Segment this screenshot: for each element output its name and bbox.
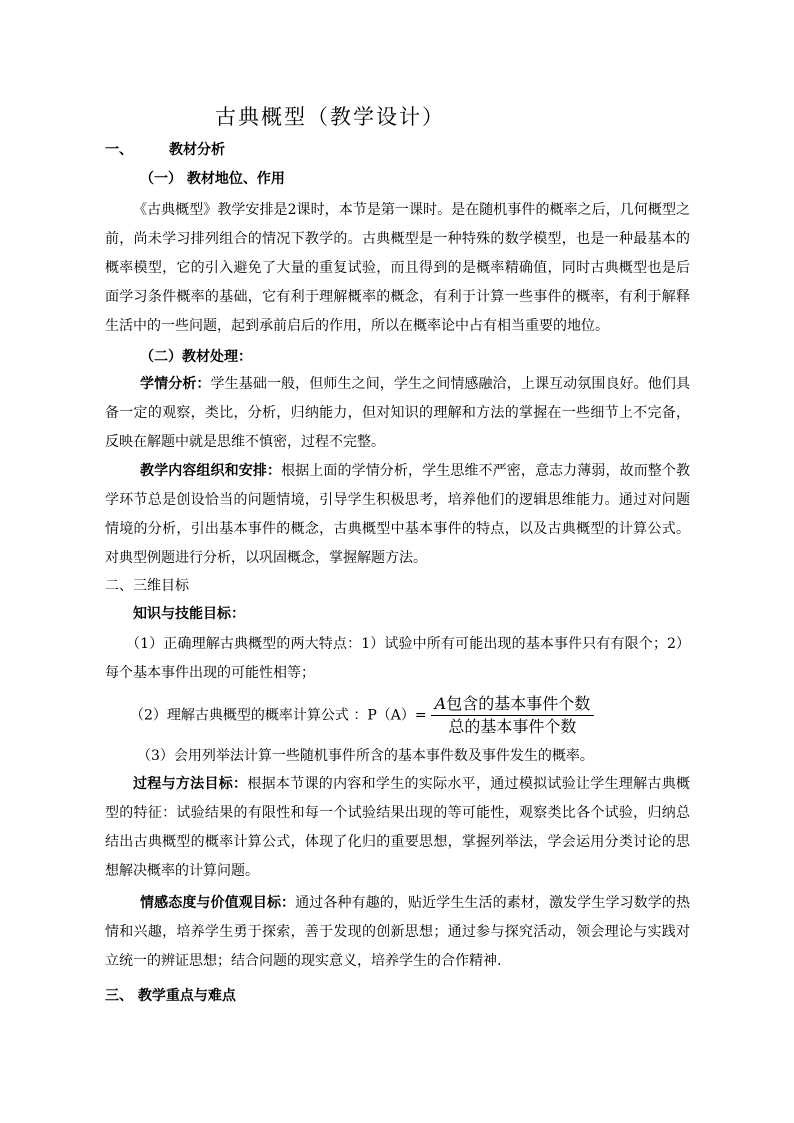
content-organization-text: 根据上面的学情分析，学生思维不严密，意志力薄弱，故而整个教学环节总是创设恰当的问题情境，引导学生积极思考，培养他们的逻辑思维能力。通过对问题情境的分析，引出基本事件的概念，古典概型中基本事件的特点，以及古典概型的计算公式。对典型例题进行分析，以巩固概念，掌握解题方法。: [105, 463, 691, 566]
emotion-values-text: 通过各种有趣的，贴近学生生活的素材，激发学生学习数学的热情和兴趣，培养学生勇于探索，善于发现的创新思想；通过参与探究活动，领会理论与实践对立统一的辨证思想；结合问题的现实意义，培养学生的合作精神.: [105, 895, 691, 969]
probability-formula: [431, 694, 595, 737]
section3-heading: [105, 986, 236, 1006]
knowledge-skills-heading: [133, 604, 245, 624]
learner-analysis-label: 学情分析：: [140, 376, 211, 392]
content-organization-paragraph: [105, 457, 690, 573]
subsection1-heading: [140, 169, 285, 189]
formula-numerator-text: 包含的基本事件个数: [446, 694, 591, 713]
page-title: 古典概型（教学设计）: [215, 105, 445, 129]
content-organization-label: 教学内容组织和安排：: [140, 463, 282, 479]
process-methods-label: 过程与方法目标：: [133, 776, 248, 792]
learner-analysis-paragraph: [105, 370, 690, 457]
section3-title: 三、 教学重点与难点: [105, 988, 236, 1004]
objective-item-3: （3）会用列举法计算一些随机事件所含的基本事件数及事件发生的概率。: [137, 748, 594, 764]
section1-number: 一、: [105, 142, 133, 158]
formula-prefix: （2）理解古典概型的概率计算公式 ：P（A）=: [130, 707, 427, 724]
emotion-values-paragraph: [105, 889, 690, 976]
section1-title: 教材分析: [169, 142, 225, 158]
formula-denominator: 总的基本事件个数: [448, 717, 577, 736]
learner-analysis-text: 学生基础一般，但师生之间，学生之间情感融洽，上课互动氛围良好。他们具备一定的观察，类比，分析，归纳能力，但对知识的理解和方法的掌握在一些细节上不完备，反映在解题中就是思维不慎密，过程不完整。: [105, 376, 691, 450]
formula-numerator: [431, 694, 595, 716]
process-methods-paragraph: [105, 770, 690, 886]
subsection2-heading: [140, 347, 252, 367]
section2-heading: 二、三维目标: [105, 578, 189, 594]
emotion-values-label: 情感态度与价值观目标：: [140, 895, 296, 911]
objective-item-1: （1）正确理解古典概型的两大特点：1）试验中所有可能出现的基本事件只有有限个；2）每个基本事件出现的可能性相等；: [105, 636, 690, 681]
knowledge-skills-label: 知识与技能目标：: [133, 606, 245, 622]
objective-item-2: [130, 694, 594, 737]
process-methods-text: 根据本节课的内容和学生的实际水平，通过模拟试验让学生理解古典概型的特征：试验结果的有限性和每一个试验结果出现的等可能性，观察类比各个试验，归纳总结出古典概型的概率计算公式，体现了化归的重要思想，掌握列举法，学会运用分类讨论的思想解决概率的计算问题。: [105, 776, 691, 879]
formula-event-variable: A: [434, 694, 447, 713]
subsection2-title: （二）教材处理：: [140, 349, 252, 365]
subsection1-title: （一） 教材地位、作用: [140, 171, 285, 187]
section1-heading: [105, 140, 225, 160]
subsection1-paragraph: 《古典概型》教学安排是2课时，本节是第一课时。是在随机事件的概率之后，几何概型之前，尚未学习排列组合的情况下教学的。古典概型是一种特殊的数学模型，也是一种最基本的概率模型，它的引入避免了大量的重复试验，而且得到的是概率精确值，同时古典概型也是后面学习条件概率的基础，它有利于理解概率的概念，有利于计算一些事件的概率，有利于解释生活中的一些问题，起到承前启后的作用，所以在概率论中占有相当重要的地位。: [105, 202, 690, 334]
